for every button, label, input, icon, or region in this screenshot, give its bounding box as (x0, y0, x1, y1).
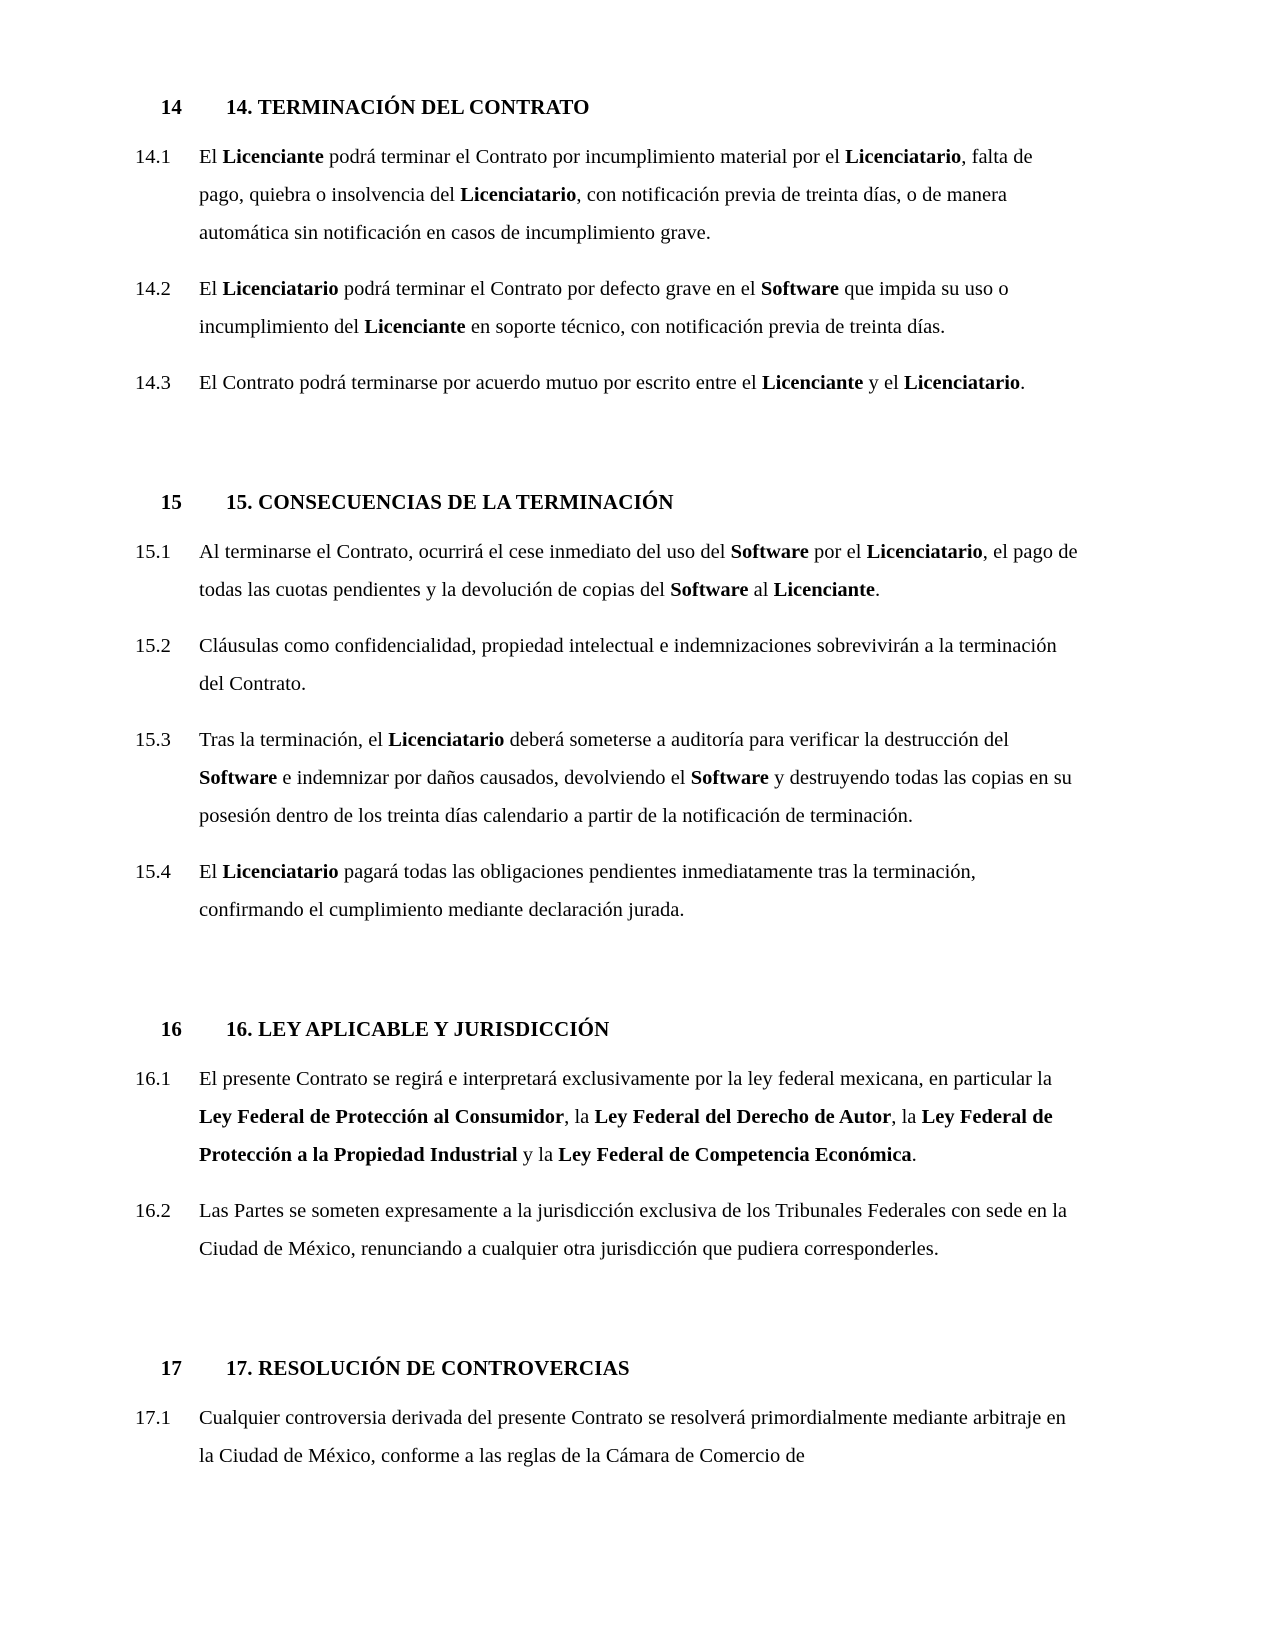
clause-15.1 (135, 533, 1080, 609)
clause-number: 15.4 (135, 861, 171, 883)
section-number: 17 (160, 1356, 182, 1380)
section-spacer (135, 402, 1080, 490)
clause-spacer (135, 346, 1080, 364)
text-run: El presente Contrato se regirá e interpretará exclusivamente por la ley federal mexicana, en particular la (199, 1068, 1052, 1090)
text-run: El (199, 278, 223, 300)
text-run: , la (891, 1106, 922, 1128)
heading-spacer (135, 1042, 1080, 1060)
clause-number: 15.3 (135, 729, 171, 751)
section-title: 17. RESOLUCIÓN DE CONTROVERCIAS (226, 1356, 630, 1380)
emphasis-term: Licenciatario (845, 146, 962, 168)
section-spacer (135, 929, 1080, 1017)
text-run: , el pago de todas las cuotas pendientes y la devolución de copias del (199, 541, 1078, 601)
clause-number: 16.2 (135, 1200, 171, 1222)
text-run: por el (808, 541, 867, 563)
clause-16.2 (135, 1192, 1080, 1268)
document-body (135, 95, 1080, 1475)
heading-spacer (135, 515, 1080, 533)
clause-spacer (135, 1174, 1080, 1192)
text-run: , la (564, 1106, 595, 1128)
clause-14.1 (135, 138, 1080, 252)
clause-text (199, 270, 1080, 346)
text-run: en soporte técnico, con notificación previa de treinta días. (465, 316, 946, 338)
text-run: y destruyendo todas las copias en su posesión dentro de los treinta días calendario a partir de la notificación de terminación. (199, 767, 1072, 827)
emphasis-term: Software (690, 767, 769, 789)
emphasis-term: Licenciante (222, 146, 324, 168)
text-run: y el (863, 372, 905, 394)
emphasis-term: Licenciante (773, 579, 876, 601)
emphasis-term: Licenciatario (866, 541, 983, 563)
clause-15.2 (135, 627, 1080, 703)
heading-spacer (135, 120, 1080, 138)
clause-text (199, 1060, 1080, 1174)
clause-spacer (135, 252, 1080, 270)
section-title: 14. TERMINACIÓN DEL CONTRATO (226, 95, 590, 119)
emphasis-term: Ley Federal del Derecho de Autor (594, 1106, 892, 1128)
section-number: 14 (160, 95, 182, 119)
emphasis-term: Licenciante (761, 372, 864, 394)
section-heading-15 (135, 490, 1080, 515)
clause-number: 15.2 (135, 635, 171, 657)
text-run: al (748, 579, 774, 601)
clause-16.1 (135, 1060, 1080, 1174)
text-run: El (199, 146, 223, 168)
clause-17.1 (135, 1399, 1080, 1475)
clause-15.4 (135, 853, 1080, 929)
text-run: . (1020, 372, 1026, 394)
text-run: Las Partes se someten expresamente a la jurisdicción exclusiva de los Tribunales Federales con sede en la Ciudad de México, renunciando a cualquier otra jurisdicción que pudiera corresponderles. (199, 1200, 1068, 1260)
text-run: , falta de pago, quiebra o insolvencia del (199, 146, 1033, 206)
emphasis-term: Licenciante (364, 316, 466, 338)
clause-number: 14.2 (135, 278, 171, 300)
emphasis-term: Licenciatario (388, 729, 505, 751)
emphasis-term: Ley Federal de Competencia Económica (558, 1144, 912, 1166)
clause-number: 17.1 (135, 1407, 171, 1429)
section-heading-14 (135, 95, 1080, 120)
section-heading-17 (135, 1356, 1080, 1381)
clause-text (199, 1192, 1080, 1268)
clause-text (199, 721, 1080, 835)
section-spacer (135, 1268, 1080, 1356)
emphasis-term: Software (199, 767, 278, 789)
section-title: 15. CONSECUENCIAS DE LA TERMINACIÓN (226, 490, 674, 514)
section-number: 16 (160, 1017, 182, 1041)
section-title: 16. LEY APLICABLE Y JURISDICCIÓN (226, 1017, 610, 1041)
emphasis-term: Licenciatario (222, 861, 339, 883)
text-run: pagará todas las obligaciones pendientes inmediatamente tras la terminación, confirmando el cumplimiento mediante declaración jurada. (199, 861, 976, 921)
clause-text (199, 627, 1080, 703)
text-run: deberá someterse a auditoría para verificar la destrucción del (504, 729, 1009, 751)
text-run: , con notificación previa de treinta días, o de manera automática sin notificación en casos de incumplimiento grave. (199, 184, 1008, 244)
text-run: que impida su uso o incumplimiento del (199, 278, 1009, 338)
clause-number: 15.1 (135, 541, 171, 563)
heading-spacer (135, 1381, 1080, 1399)
clause-spacer (135, 835, 1080, 853)
clause-text (199, 138, 1080, 252)
clause-15.3 (135, 721, 1080, 835)
emphasis-term: Ley Federal de Protección a la Propiedad Industrial (199, 1106, 1053, 1166)
text-run: Cualquier controversia derivada del presente Contrato se resolverá primordialmente mediante arbitraje en la Ciudad de México, conforme a las reglas de la Cámara de Comercio de (199, 1407, 1066, 1467)
text-run: Tras la terminación, el (199, 729, 389, 751)
clause-number: 16.1 (135, 1068, 171, 1090)
section-heading-16 (135, 1017, 1080, 1042)
emphasis-term: Licenciatario (222, 278, 339, 300)
text-run: El Contrato podrá terminarse por acuerdo mutuo por escrito entre el (199, 372, 762, 394)
section-number: 15 (160, 490, 182, 514)
emphasis-term: Licenciatario (460, 184, 577, 206)
clause-spacer (135, 703, 1080, 721)
text-run: Cláusulas como confidencialidad, propiedad intelectual e indemnizaciones sobrevivirán a la terminación del Contrato. (199, 635, 1057, 695)
emphasis-term: Software (670, 579, 749, 601)
emphasis-term: Licenciatario (904, 372, 1021, 394)
text-run: Al terminarse el Contrato, ocurrirá el cese inmediato del uso del (199, 541, 731, 563)
emphasis-term: Software (760, 278, 839, 300)
clause-number: 14.1 (135, 146, 171, 168)
text-run: podrá terminar el Contrato por incumplimiento material por el (323, 146, 846, 168)
text-run: El (199, 861, 223, 883)
emphasis-term: Software (730, 541, 809, 563)
clause-14.3 (135, 364, 1080, 402)
clause-text (199, 1399, 1080, 1475)
text-run: y la (517, 1144, 559, 1166)
text-run: . (911, 1144, 917, 1166)
text-run: . (875, 579, 881, 601)
clause-text (199, 853, 1080, 929)
clause-number: 14.3 (135, 372, 171, 394)
clause-14.2 (135, 270, 1080, 346)
text-run: podrá terminar el Contrato por defecto grave en el (338, 278, 761, 300)
clause-text (199, 364, 1080, 402)
emphasis-term: Ley Federal de Protección al Consumidor (199, 1106, 565, 1128)
clause-spacer (135, 609, 1080, 627)
clause-text (199, 533, 1080, 609)
text-run: e indemnizar por daños causados, devolviendo el (277, 767, 691, 789)
